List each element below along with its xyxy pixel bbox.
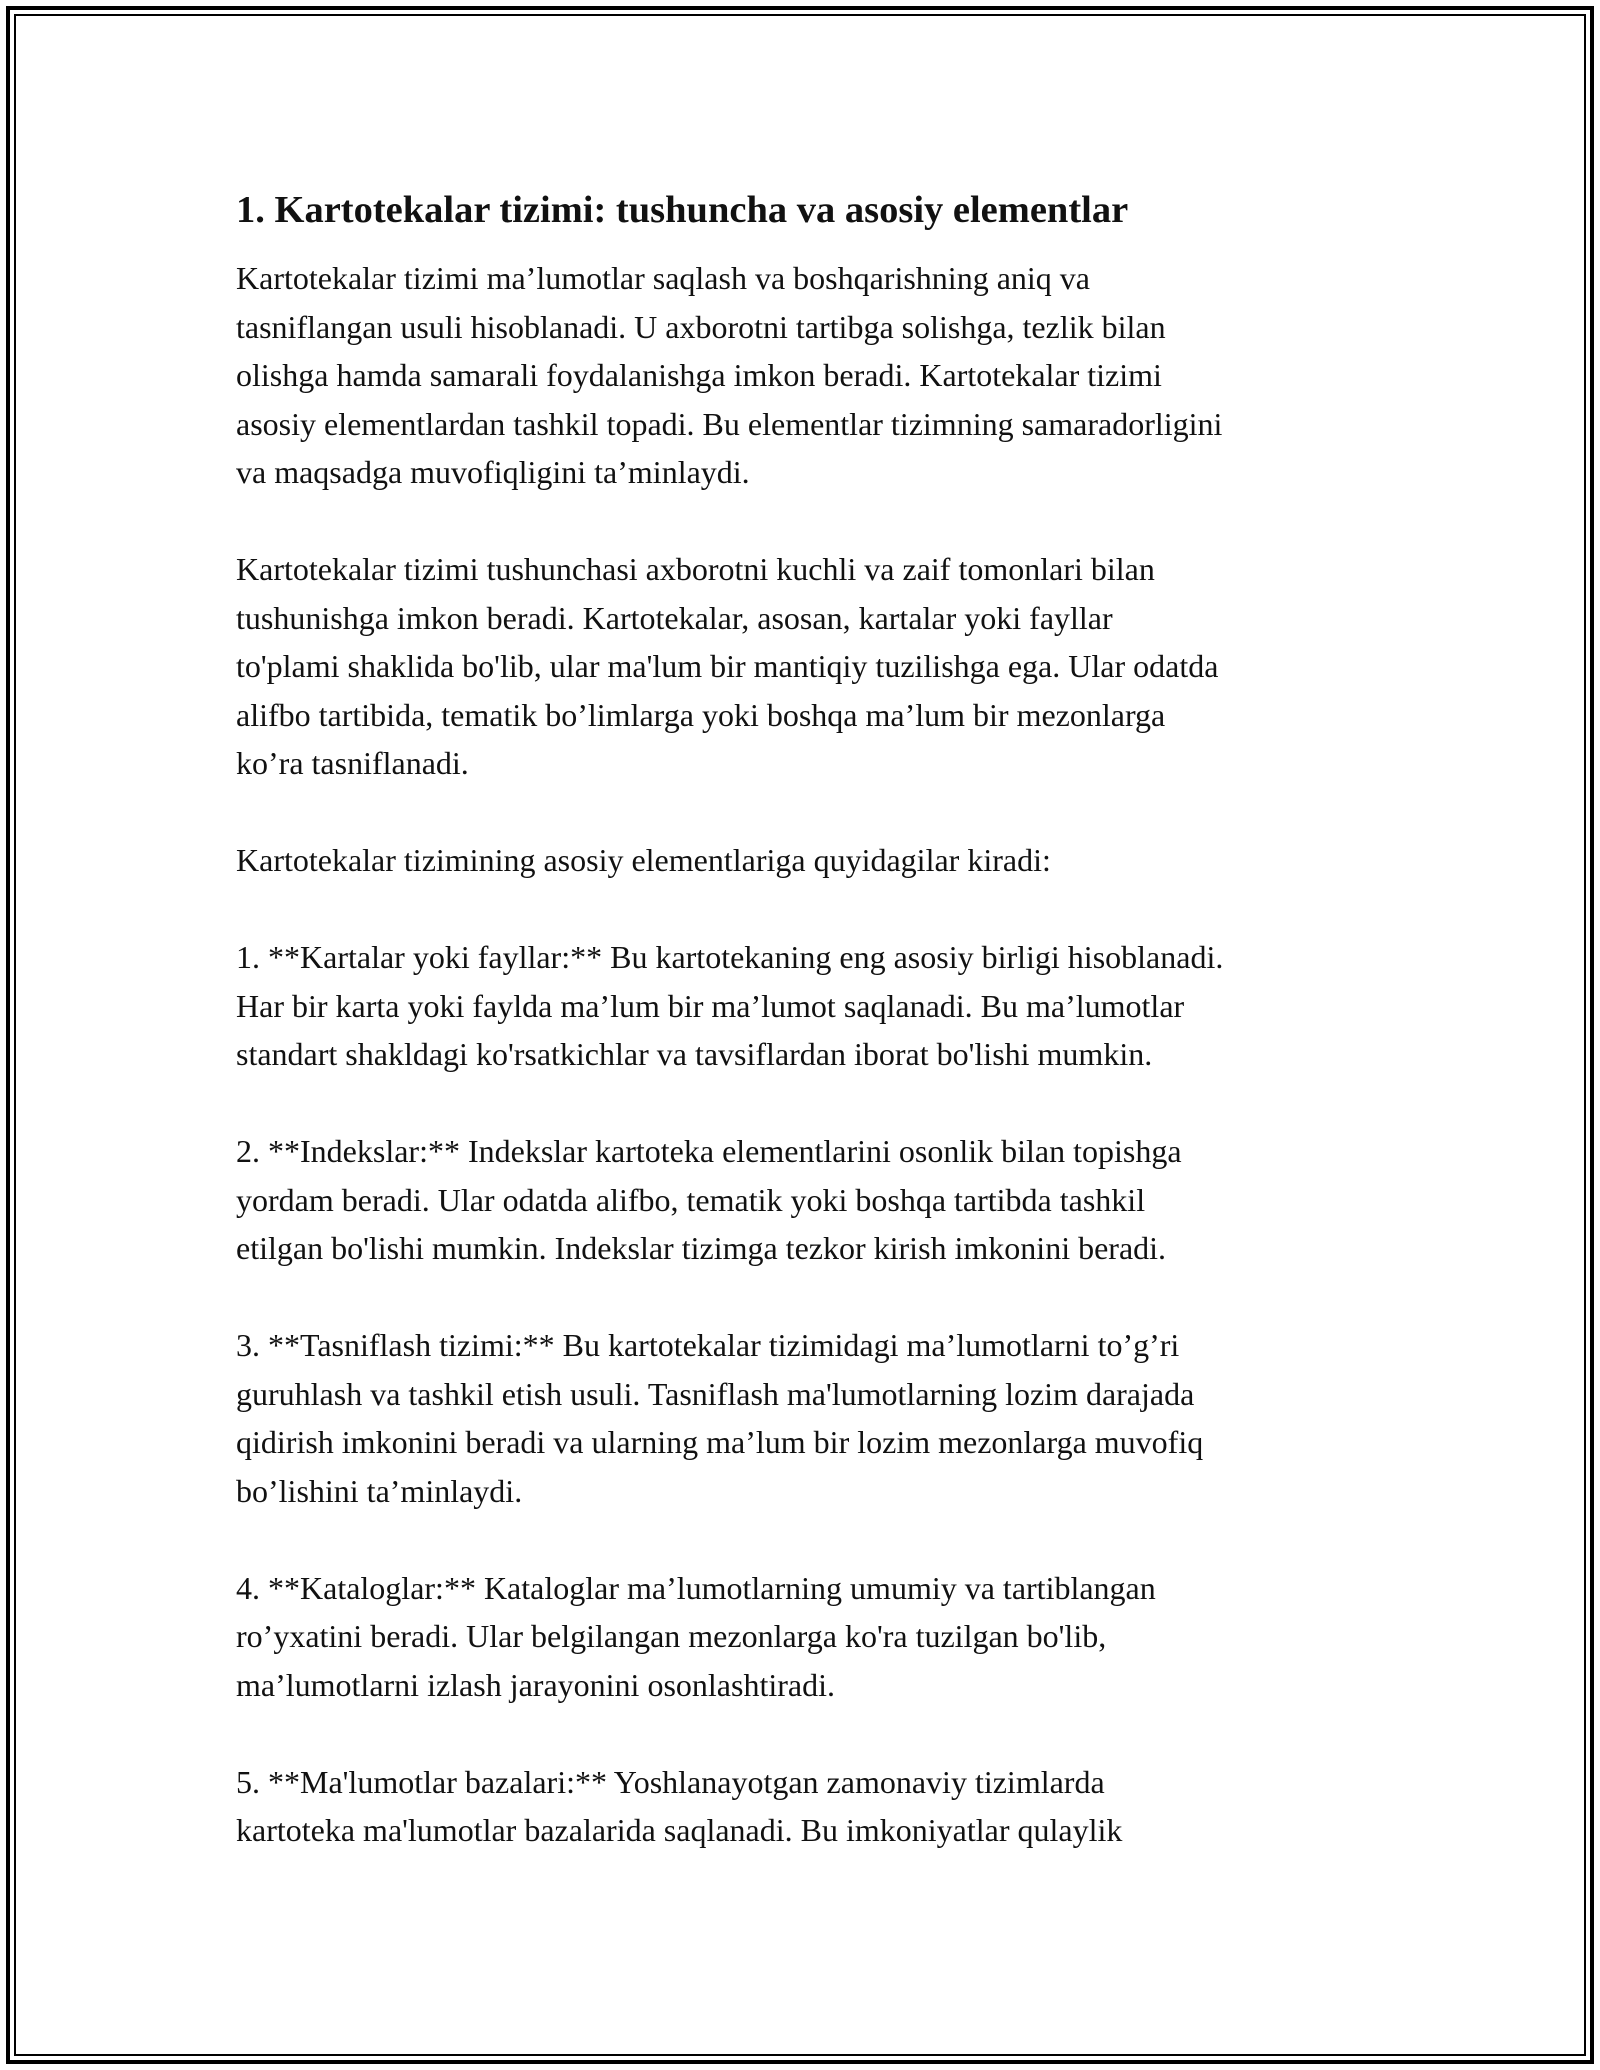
- text-line: asosiy elementlardan tashkil topadi. Bu elementlar tizimning samaradorligini: [236, 405, 1223, 442]
- text-line: ma’lumotlarni izlash jarayonini osonlashtiradi.: [236, 1666, 835, 1703]
- text-line: Kartotekalar tizimining asosiy elementlariga quyidagilar kiradi:: [236, 842, 1051, 878]
- text-line: standart shakldagi ko'rsatkichlar va tavsiflardan iborat bo'lishi mumkin.: [236, 1036, 1153, 1072]
- text-line: 1. **Kartalar yoki fayllar:** Bu kartotekaning eng asosiy birligi hisoblanadi.: [236, 939, 1224, 975]
- text-line: 2. **Indekslar:** Indekslar kartoteka elementlarini osonlik bilan topishga: [236, 1133, 1182, 1169]
- text-line: guruhlash va tashkil etish usuli. Tasniflash ma'lumotlarning lozim darajada: [236, 1375, 1195, 1412]
- text-line: etilgan bo'lishi mumkin. Indekslar tizimga tezkor kirish imkonini beradi.: [236, 1230, 1167, 1266]
- section-heading: 1. Kartotekalar tizimi: tushuncha va asosiy elementlar: [236, 189, 1129, 231]
- text-line: bo’lishini ta’minlaydi.: [236, 1472, 523, 1509]
- text-line: 4. **Kataloglar:** Kataloglar ma’lumotlarning umumiy va tartiblangan: [236, 1569, 1156, 1606]
- text-line: 3. **Tasniflash tizimi:** Bu kartotekalar tizimidagi ma’lumotlarni to’g’ri: [236, 1327, 1180, 1363]
- text-line: alifbo tartibida, tematik bo’limlarga yoki boshqa ma’lum bir mezonlarga: [236, 696, 1166, 733]
- text-line: qidirish imkonini beradi va ularning ma’lum bir lozim mezonlarga muvofiq: [236, 1424, 1204, 1460]
- list-item-databases: [236, 1758, 1386, 1855]
- text-line: Har bir karta yoki faylda ma’lum bir ma’lumot saqlanadi. Bu ma’lumotlar: [236, 987, 1185, 1024]
- text-line: 5. **Ma'lumotlar bazalari:** Yoshlanayotgan zamonaviy tizimlarda: [236, 1763, 1105, 1800]
- text-line: to'plami shaklida bo'lib, ular ma'lum bir mantiqiy tuzilishga ega. Ular odatda: [236, 648, 1219, 684]
- text-line: tushunishga imkon beradi. Kartotekalar, asosan, kartalar yoki fayllar: [236, 599, 1113, 636]
- text-line: Kartotekalar tizimi tushunchasi axborotni kuchli va zaif tomonlari bilan: [236, 551, 1155, 587]
- list-item-classification: [236, 1321, 1386, 1515]
- text-line: Kartotekalar tizimi ma’lumotlar saqlash va boshqarishning aniq va: [236, 260, 1090, 296]
- text-line: yordam beradi. Ular odatda alifbo, tematik yoki boshqa tartibda tashkil: [236, 1181, 1146, 1218]
- list-item-cards: [236, 933, 1386, 1079]
- text-line: tasniflangan usuli hisoblanadi. U axborotni tartibga solishga, tezlik bilan: [236, 308, 1166, 345]
- paragraph-intro: [236, 254, 1386, 497]
- text-line: ko’ra tasniflanadi.: [236, 745, 469, 781]
- list-item-catalogs: [236, 1564, 1386, 1710]
- document-content: [236, 186, 1386, 1855]
- list-item-indexes: [236, 1127, 1386, 1273]
- paragraph-concept: [236, 545, 1386, 788]
- paragraph-elements-intro: [236, 836, 1386, 885]
- text-line: olishga hamda samarali foydalanishga imkon beradi. Kartotekalar tizimi: [236, 357, 1162, 393]
- text-line: va maqsadga muvofiqligini ta’minlaydi.: [236, 454, 750, 490]
- text-line: kartoteka ma'lumotlar bazalarida saqlanadi. Bu imkoniyatlar qulaylik: [236, 1812, 1123, 1848]
- text-line: ro’yxatini beradi. Ular belgilangan mezonlarga ko'ra tuzilgan bo'lib,: [236, 1618, 1107, 1654]
- document-body: [236, 254, 1386, 1855]
